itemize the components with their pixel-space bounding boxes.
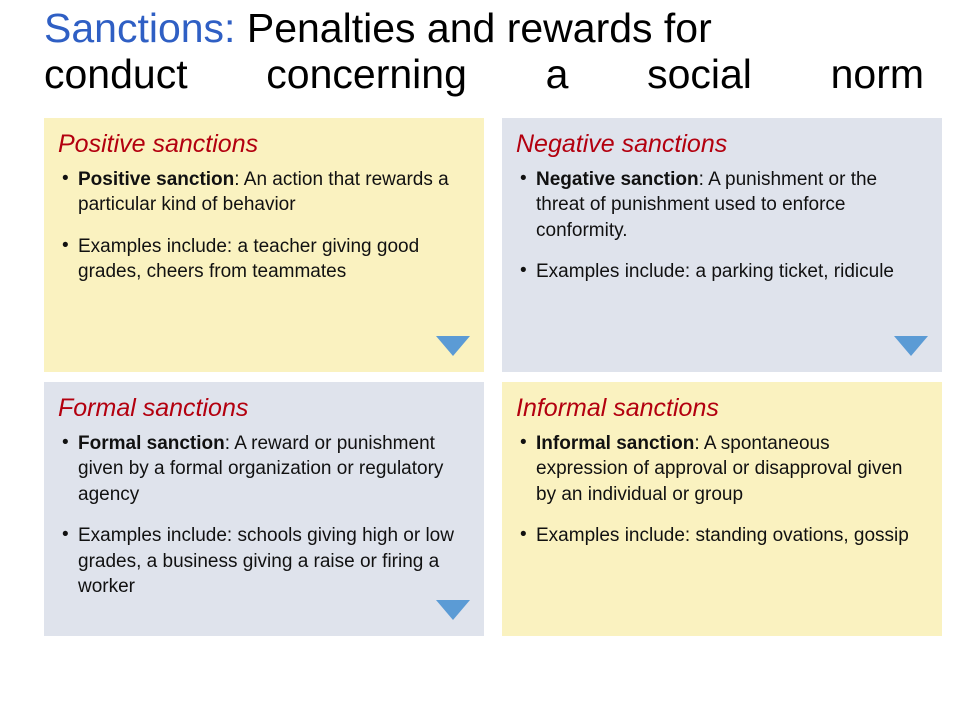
list-item	[516, 431, 926, 507]
card-bullet-list	[58, 167, 468, 285]
bullet-text: : A reward or punishment given by a formal organization or regulatory agency	[78, 432, 444, 505]
bullet-text: Examples include: a teacher giving good grades, cheers from teammates	[78, 235, 420, 283]
bullet-text: : A punishment or the threat of punishment used to enforce conformity.	[536, 168, 878, 241]
bullet-text: : An action that rewards a particular kind of behavior	[78, 168, 449, 216]
card-heading: Informal sanctions	[516, 394, 719, 422]
bullet-lead: Positive sanction	[78, 168, 235, 190]
bullet-lead: Formal sanction	[78, 432, 225, 454]
triangle-down-icon	[436, 336, 470, 356]
card-formal-sanctions	[44, 382, 484, 636]
list-item	[516, 259, 926, 284]
bullet-text: Examples include: a parking ticket, ridicule	[536, 261, 895, 283]
title-rest: Penalties and rewards for	[235, 5, 712, 51]
list-item	[516, 523, 926, 548]
card-heading: Formal sanctions	[58, 394, 249, 422]
card-bullet-list	[516, 167, 926, 285]
card-negative-sanctions	[502, 118, 942, 372]
card-bullet-list	[516, 431, 926, 549]
bullet-text: Examples include: standing ovations, gossip	[536, 525, 909, 547]
list-item	[58, 431, 468, 507]
bullet-lead: Negative sanction	[536, 168, 699, 190]
list-item	[58, 167, 468, 218]
list-item	[58, 523, 468, 599]
list-item	[58, 234, 468, 285]
page-title	[0, 0, 960, 98]
card-informal-sanctions	[502, 382, 942, 636]
card-positive-sanctions	[44, 118, 484, 372]
list-item	[516, 167, 926, 243]
bullet-text: Examples include: schools giving high or low grades, a business giving a raise or firing a worker	[78, 525, 454, 598]
triangle-down-icon	[894, 336, 928, 356]
card-heading: Positive sanctions	[58, 130, 259, 158]
card-bullet-list	[58, 431, 468, 600]
bullet-text: : A spontaneous expression of approval or disapproval given by an individual or group	[536, 432, 903, 505]
triangle-down-icon	[436, 600, 470, 620]
bullet-lead: Informal sanction	[536, 432, 695, 454]
card-heading: Negative sanctions	[516, 130, 728, 158]
title-line-1	[44, 6, 948, 52]
title-line-2: conduct concerning a social norm	[44, 50, 924, 97]
sanctions-grid	[44, 118, 924, 636]
title-emphasis: Sanctions:	[44, 5, 236, 51]
